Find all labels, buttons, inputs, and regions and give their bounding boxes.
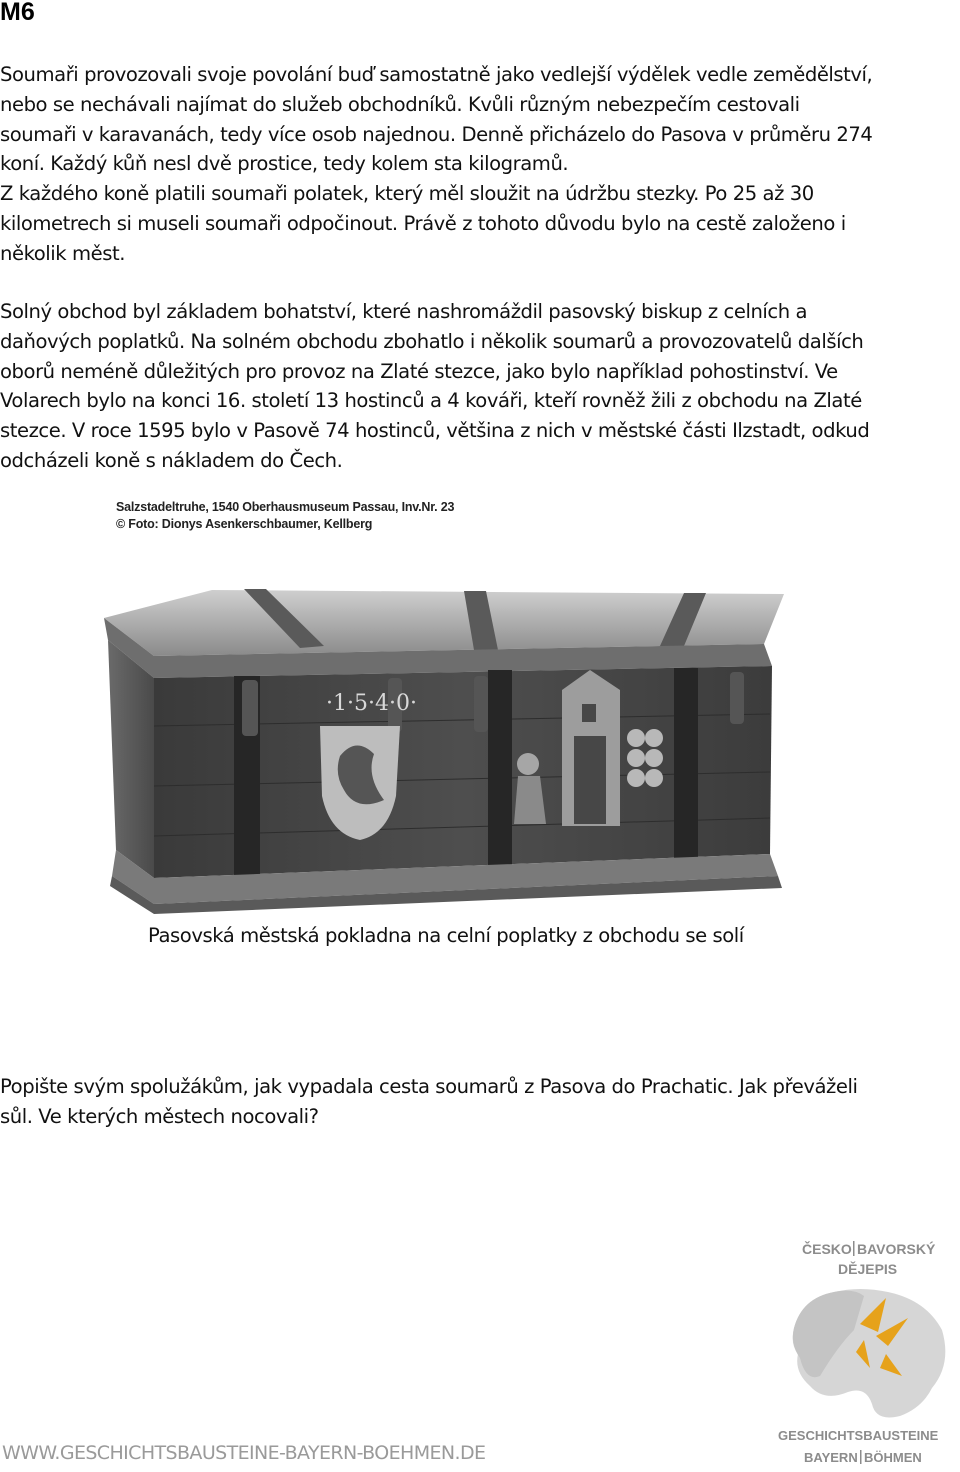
paragraph-2 [0, 297, 958, 476]
page-title: M6 [0, 0, 35, 26]
logo-text-top-left: ČESKO [802, 1241, 852, 1257]
credit-line: © Foto: Dionys Asenkerschbaumer, Kellberg [116, 517, 373, 531]
text-line: Volarech bylo na konci 16. století 13 hostinců a 4 kováři, kteří rovněž žili z obchodu na Zlaté [0, 389, 862, 413]
logo-text-middle: DĚJEPIS [838, 1261, 898, 1277]
logo-text-bottom: GESCHICHTSBAUSTEINE [778, 1428, 939, 1443]
footer-url: WWW.GESCHICHTSBAUSTEINE-BAYERN-BOEHMEN.DE [2, 1442, 486, 1464]
text-line: Solný obchod byl základem bohatství, které nashromáždil pasovský biskup z celních a [0, 300, 808, 323]
chest-photo [94, 586, 794, 916]
text-line: kilometrech si museli soumaři odpočinout. Právě z tohoto důvodu bylo na cestě založeno i [0, 211, 846, 235]
photo-caption: Pasovská městská pokladna na celní poplatky z obchodu se solí [148, 924, 744, 947]
credit-line: Salzstadeltruhe, 1540 Oberhausmuseum Passau, Inv.Nr. 23 [116, 500, 455, 514]
photo-credit [116, 499, 454, 533]
text-line: stezce. V roce 1595 bylo v Pasově 74 hostinců, většina z nich v městské části Ilzstadt, odkud [0, 419, 870, 443]
text-line: Popište svým spolužákům, jak vypadala cesta soumarů z Pasova do Prachatic. Jak převáželi [0, 1075, 858, 1098]
text-line: Soumaři provozovali svoje povolání buď samostatně jako vedlejší výdělek vedle zemědělství, [0, 63, 873, 86]
text-line: nebo se nechávali najímat do služeb obchodníků. Kvůli různým nebezpečím cestovali [0, 92, 800, 116]
project-logo [776, 1236, 960, 1472]
logo-text-top-right: BAVORSKÝ [857, 1241, 936, 1257]
text-line: daňových poplatků. Na solném obchodu zbohatlo i několik soumarů a provozovatelů dalších [0, 329, 864, 353]
map-emblem-icon [793, 1289, 946, 1418]
text-line: několik měst. [0, 241, 125, 265]
logo-text-bottom-right: BÖHMEN [864, 1450, 922, 1465]
text-line: oborů neméně důležitých pro provoz na Zlaté stezce, jako bylo například pohostinství. Ve [0, 359, 838, 383]
text-line: Z každého koně platili soumaři polatek, který měl sloužit na údržbu stezky. Po 25 až 30 [0, 182, 814, 206]
text-line: soumaři v karavanách, tedy více osob najednou. Denně přicházelo do Pasova v průměru 274 [0, 122, 873, 146]
paragraph-1 [0, 60, 958, 269]
question [0, 1072, 958, 1132]
text-line: koní. Každý kůň nesl dvě prostice, tedy kolem sta kilogramů. [0, 152, 569, 176]
text-line: odcházeli koně s nákladem do Čech. [0, 448, 343, 472]
logo-text-bottom-left: BAYERN [804, 1450, 858, 1465]
chest-inscription: ·1·5·4·0· [326, 691, 417, 716]
text-line: sůl. Ve kterých městech nocovali? [0, 1104, 319, 1128]
